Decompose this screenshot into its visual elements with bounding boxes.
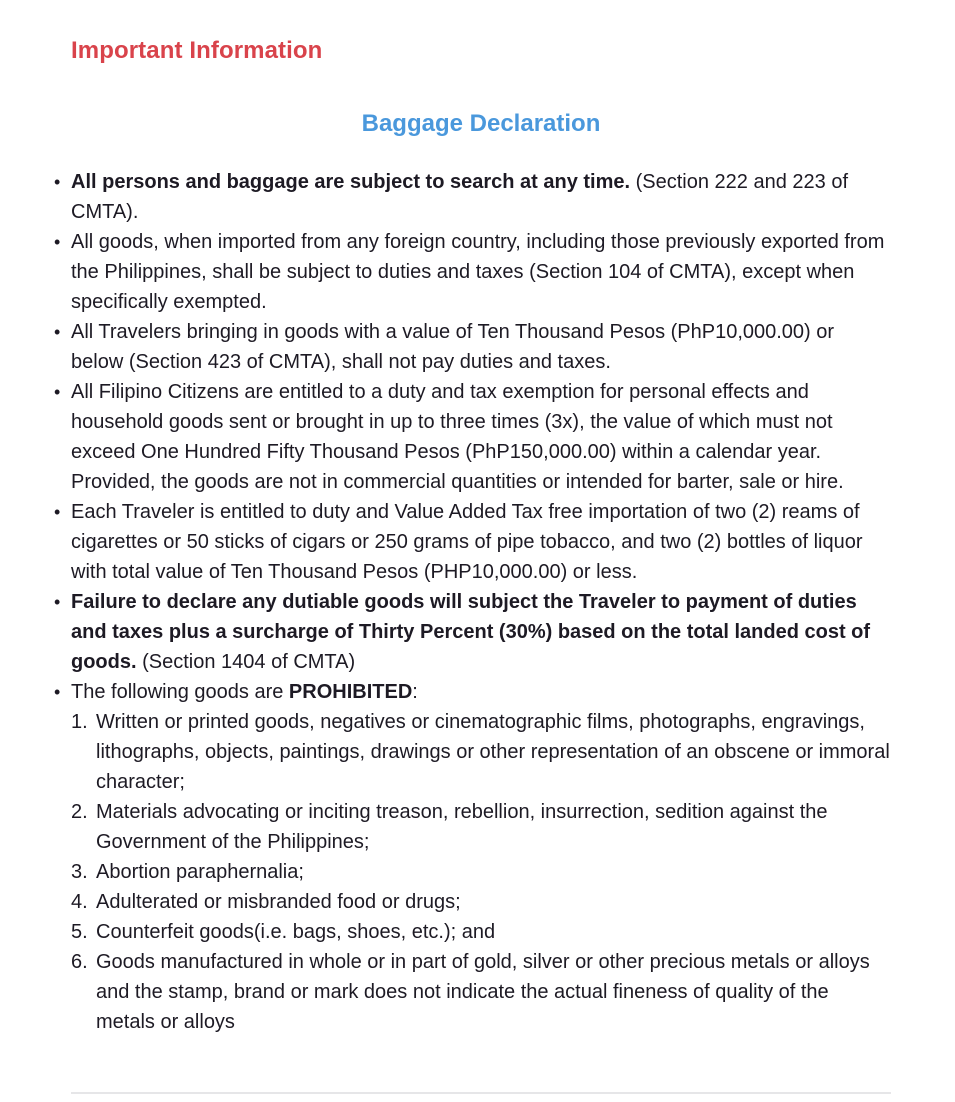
rule-text: (Section 222 and 223 of CMTA). [71, 171, 849, 223]
prohibited-item [71, 797, 891, 857]
prohibited-item [71, 857, 891, 887]
prohibited-suffix: : [412, 681, 418, 703]
rule-bold-text: Failure to declare any dutiable goods will subject the Traveler to payment of duties and taxes plus a surcharge of Thirty Percent (30%) based on the total landed cost of goods. [71, 591, 871, 673]
bullet-icon: • [54, 232, 61, 252]
section-title: Important Information [71, 37, 323, 64]
prohibited-item [71, 917, 891, 947]
prohibited-item [71, 947, 891, 1037]
item-number: 3. [71, 861, 88, 883]
prohibited-item [71, 887, 891, 917]
rule-text: All Filipino Citizens are entitled to a duty and tax exemption for personal effects and household goods sent or brought in up to three times (3x), the value of which must not exceed One Hundred Fifty Thousand Pesos (PhP150,000.00) within a calendar year. Provided, the goods are not in commercial quantities or intended for barter, sale or hire. [71, 381, 844, 493]
rule-item [54, 167, 891, 227]
item-number: 1. [71, 711, 88, 733]
item-number: 2. [71, 801, 88, 823]
prohibited-item [71, 707, 891, 797]
rule-text: Each Traveler is entitled to duty and Value Added Tax free importation of two (2) reams of cigarettes or 50 sticks of cigars or 250 grams of pipe tobacco, and two (2) bottles of liquor with total value of Ten Thousand Pesos (PHP10,000.00) or less. [71, 501, 863, 583]
item-text: Abortion paraphernalia; [96, 861, 304, 883]
item-text: Adulterated or misbranded food or drugs; [96, 891, 461, 913]
prohibited-intro-text: The following goods are [71, 681, 289, 703]
prohibited-goods-list [71, 707, 891, 1037]
rule-item [54, 377, 891, 497]
rules-list [54, 167, 891, 1037]
item-number: 6. [71, 951, 88, 973]
bullet-icon: • [54, 382, 61, 402]
rule-text: All goods, when imported from any foreign country, including those previously exported from the Philippines, shall be subject to duties and taxes (Section 104 of CMTA), except when specifically exempted. [71, 231, 885, 313]
section-divider [71, 1092, 891, 1094]
item-number: 5. [71, 921, 88, 943]
bullet-icon: • [54, 682, 61, 702]
item-number: 4. [71, 891, 88, 913]
prohibited-label: PROHIBITED [288, 681, 413, 703]
rule-text: (Section 1404 of CMTA) [136, 651, 356, 673]
document-title: Baggage Declaration [361, 110, 601, 137]
rule-item [54, 587, 891, 677]
item-text: Written or printed goods, negatives or cinematographic films, photographs, engravings, lithographs, objects, paintings, drawings or other representation of an obscene or immoral character; [96, 711, 890, 793]
item-text: Counterfeit goods(i.e. bags, shoes, etc.); and [96, 921, 496, 943]
bullet-icon: • [54, 172, 61, 192]
bullet-icon: • [54, 502, 61, 522]
rule-bold-text: All persons and baggage are subject to search at any time. [71, 171, 631, 193]
prohibited-goods-item [54, 677, 891, 1037]
rule-text: All Travelers bringing in goods with a value of Ten Thousand Pesos (PhP10,000.00) or below (Section 423 of CMTA), shall not pay duties and taxes. [71, 321, 835, 373]
bullet-icon: • [54, 322, 61, 342]
rule-item [54, 227, 891, 317]
rule-item [54, 497, 891, 587]
item-text: Materials advocating or inciting treason, rebellion, insurrection, sedition against the Government of the Philippines; [96, 801, 828, 853]
item-text: Goods manufactured in whole or in part of gold, silver or other precious metals or alloys and the stamp, brand or mark does not indicate the actual fineness of quality of the metals or alloys [96, 951, 870, 1033]
rule-item [54, 317, 891, 377]
bullet-icon: • [54, 592, 61, 612]
